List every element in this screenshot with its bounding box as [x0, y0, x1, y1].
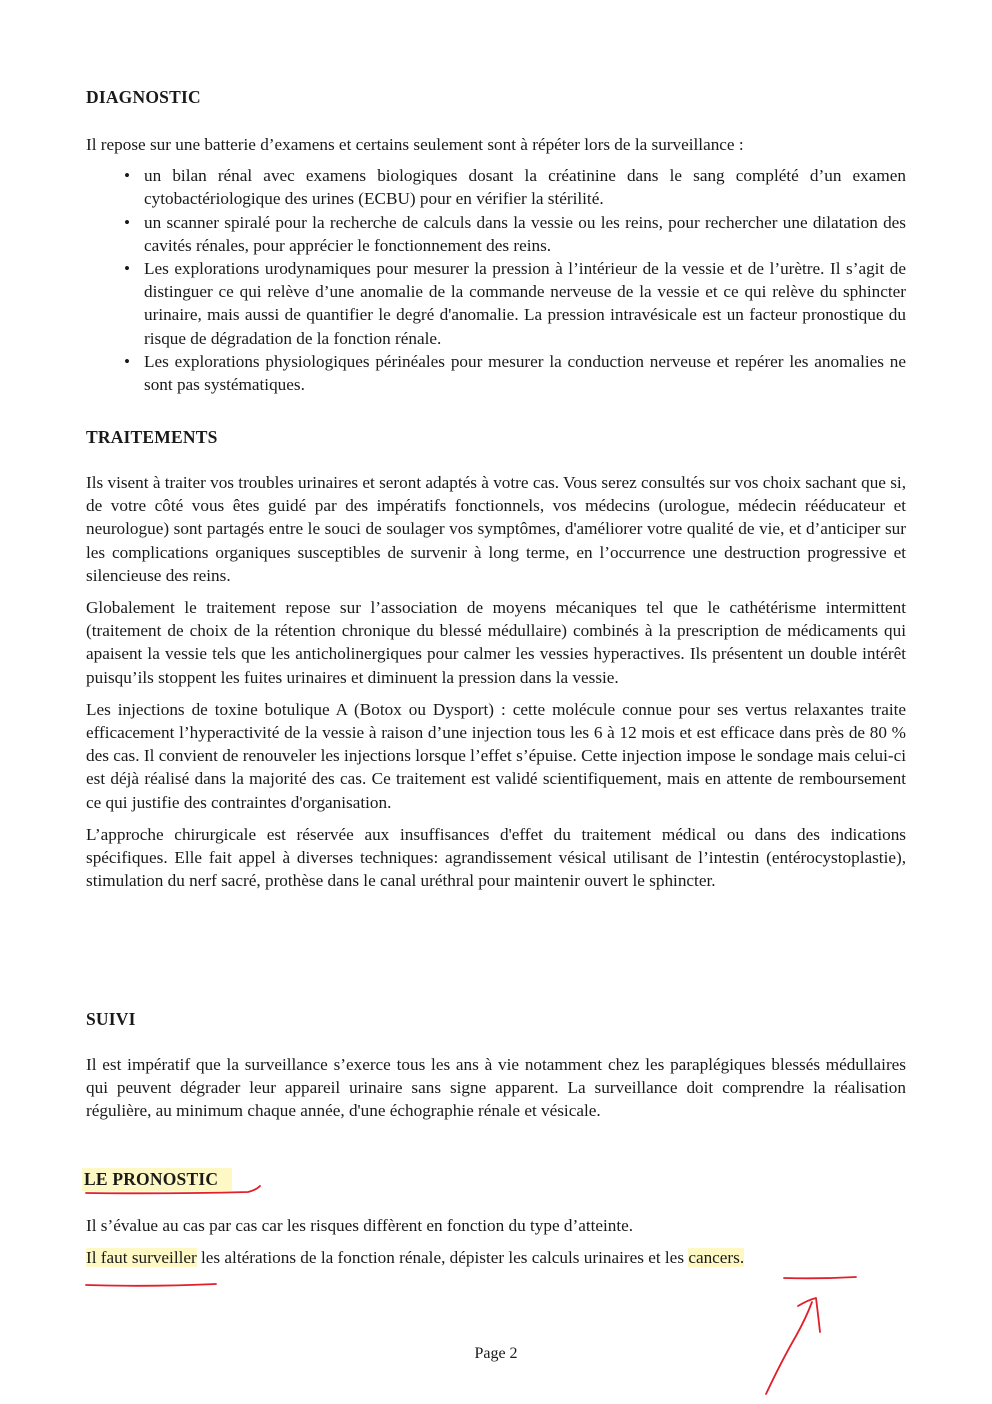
traitements-paragraph: Globalement le traitement repose sur l’association de moyens mécaniques tel que le cathétérisme intermittent (traitement de choix de la rétention chronique du blessé médullaire) combinés à la prescription de médicaments qui apaisent la vessie tels que les anticholinergiques pour calmer les vessies hyperactives. Ils présentent un double intérêt puisqu’ils stoppent les fuites urinaires et diminuent la pression dans la vessie. [86, 598, 906, 687]
highlighted-text: Il faut surveiller [86, 1248, 197, 1268]
traitements-section [86, 471, 906, 892]
pronostic-section [86, 1214, 906, 1269]
bullet-glyph: • [124, 212, 131, 232]
pronostic-line-2-middle: les altérations de la fonction rénale, dépister les calculs urinaires et les [196, 1248, 689, 1268]
list-item [86, 257, 906, 350]
bullet-glyph: • [124, 351, 131, 371]
traitements-paragraph: Ils visent à traiter vos troubles urinaires et seront adaptés à votre cas. Vous serez consultés sur vos choix sachant que si, de votre côté vous êtes guidé par des impératifs fonctionnels, vos médecins (urologue, médecin rééducateur et neurologue) sont partagés entre le souci de soulager vos symptômes, d'améliorer votre qualité de vie, et d’anticiper sur les complications organiques susceptibles de survenir à long terme, en l’occurrence une destruction progressive et silencieuse des reins. [86, 473, 906, 585]
list-item [86, 164, 906, 210]
pronostic-line-1: Il s’évalue au cas par cas car les risques diffèrent en fonction du type d’atteinte. [86, 1216, 634, 1235]
pronostic-heading: LE PRONOSTIC [82, 1168, 232, 1191]
diagnostic-heading: DIAGNOSTIC [86, 87, 201, 107]
pronostic-line-2 [86, 1246, 906, 1269]
list-item-text: Les explorations physiologiques périnéales pour mesurer la conduction nerveuse et repérer les anomalies ne sont pas systématiques. [144, 351, 906, 395]
document-page [86, 0, 906, 1404]
list-item [86, 211, 906, 257]
list-item-text: un scanner spiralé pour la recherche de calculs dans la vessie ou les reins, pour rechercher une dilatation des cavités rénales, pour apprécier le fonctionnement des reins. [144, 212, 906, 255]
suivi-section [86, 1053, 906, 1123]
suivi-paragraph: Il est impératif que la surveillance s’exerce tous les ans à vie notamment chez les paraplégiques blessés médullaires qui peuvent dégrader leur appareil urinaire sans signe apparent. La surveillance doit comprendre la réalisation régulière, au minimum chaque année, d'une échographie rénale et vésicale. [86, 1055, 906, 1121]
traitements-heading: TRAITEMENTS [86, 427, 218, 447]
list-item-text: Les explorations urodynamiques pour mesurer la pression à l’intérieur de la vessie et de l’urètre. Il s’agit de distinguer ce qui relève d’une anomalie de la commande nerveuse de la vessie et ce qui relève du sphincter urinaire, mais aussi de quantifier le degré d'anomalie. La pression intravésicale est un facteur pronostique du risque de dégradation de la fonction rénale. [144, 259, 906, 348]
traitements-paragraph: L’approche chirurgicale est réservée aux insuffisances d'effet du traitement médical ou dans des indications spécifiques. Elle fait appel à diverses techniques: agrandissement vésical utilisant de l’intestin (entérocystoplastie), stimulation du nerf sacré, prothèse dans le canal uréthral pour maintenir ouvert le sphincter. [86, 824, 906, 891]
page-number: Page 2 [474, 1345, 518, 1362]
list-item [86, 350, 906, 396]
suivi-heading: SUIVI [86, 1009, 136, 1029]
bullet-glyph: • [124, 259, 131, 279]
diagnostic-intro: Il repose sur une batterie d’examens et certains seulement sont à répéter lors de la surveillance : [86, 135, 744, 154]
diagnostic-list [86, 164, 906, 396]
diagnostic-section [86, 133, 906, 396]
traitements-paragraph: Les injections de toxine botulique A (Botox ou Dysport) : cette molécule connue pour ses vertus relaxantes traite efficacement l’hyperactivité de la vessie à raison d’une injection tous les 6 à 12 mois et est efficace dans près de 80 % des cas. Il convient de renouveler les injections lorsque l’effet s’épuise. Cette injection impose le sondage mais celui-ci est déjà réalisé dans la majorité des cas. Ce traitement est validé scientifiquement, mais en attente de remboursement ce qui justifie des contraintes d'organisation. [86, 699, 906, 812]
list-item-text: un bilan rénal avec examens biologiques dosant la créatinine dans le sang complété d’un examen cytobactériologique des urines (ECBU) pour en vérifier la stérilité. [144, 166, 906, 209]
bullet-glyph: • [124, 166, 131, 186]
highlighted-text-cancers: cancers. [688, 1248, 745, 1268]
